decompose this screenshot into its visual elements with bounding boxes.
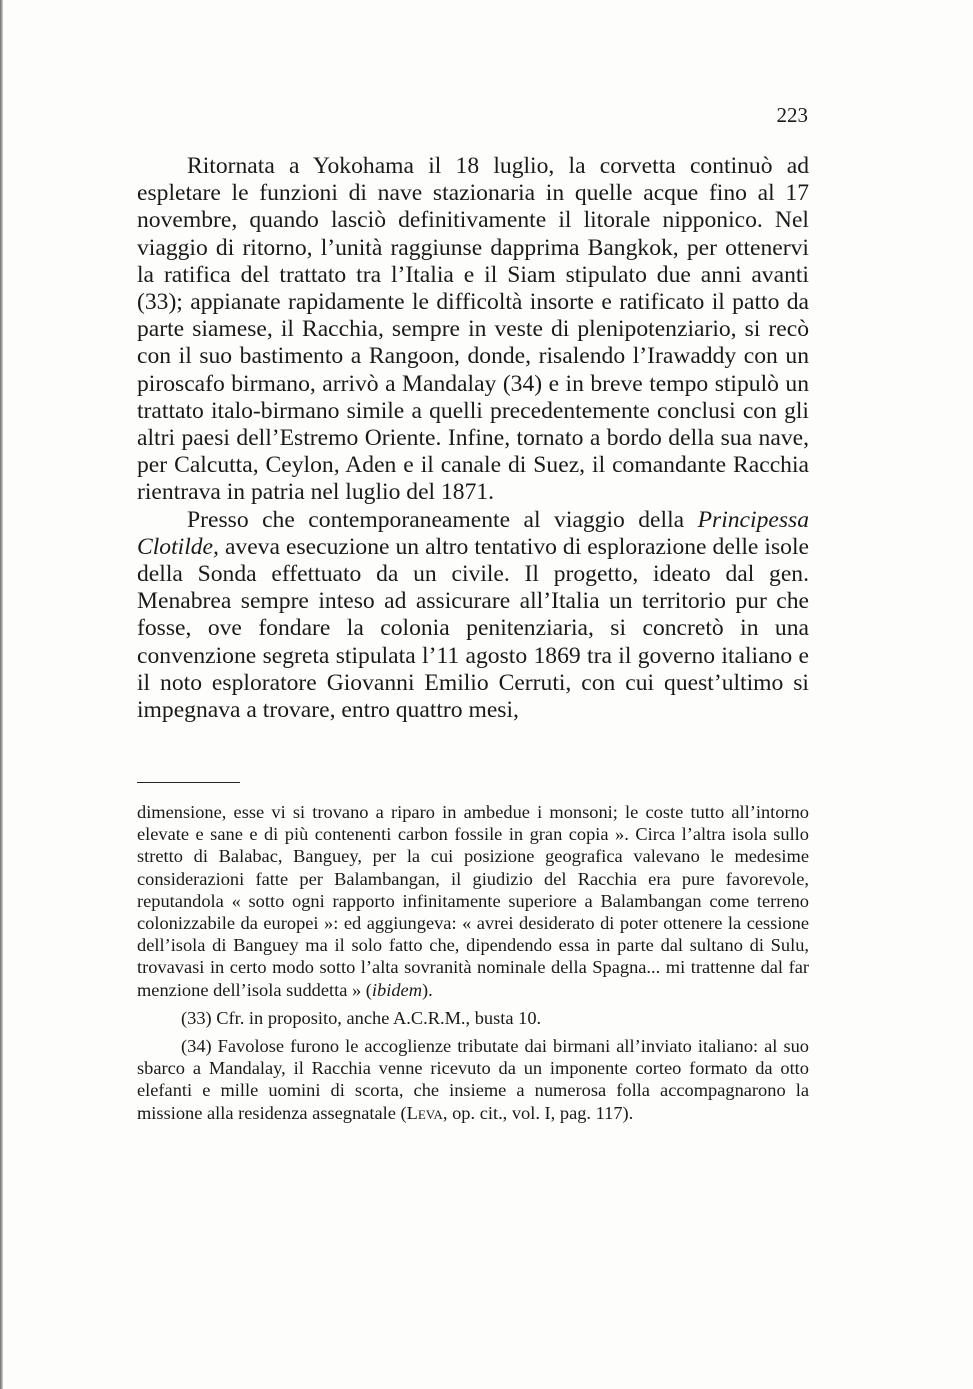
footnote-33: (33) Cfr. in proposito, anche A.C.R.M., busta 10. bbox=[181, 1007, 542, 1028]
binding-edge bbox=[0, 0, 3, 1389]
footnote-continuation-end: ). bbox=[421, 979, 433, 1000]
footnote-continuation bbox=[137, 801, 809, 1001]
page-number: 223 bbox=[776, 103, 808, 127]
paragraph-1: Ritornata a Yokohama il 18 luglio, la corvetta continuò ad espletare le funzioni di nave stazionaria in quelle acque fino al 17 novembre, quando lasciò definitivamente il litorale nipponico. Nel viaggio di ritorno, l’unità raggiunse dapprima Bangkok, per ottenervi la ratifica del trattato tra l’Italia e il Siam stipulato due anni avanti (33); appianate rapidamente le difficoltà insorte e ratificato il patto da parte siamese, il Racchia, sempre in veste di plenipotenziario, si recò con il suo bastimento a Rangoon, donde, risalendo l’Irawaddy con un piroscafo birmano, arrivò a Mandalay (34) e in breve tempo stipulò un trattato italo-birmano simile a quelli precedentemente conclusi con gli altri paesi dell’Estremo Oriente. Infine, tornato a bordo della sua nave, per Calcutta, Ceylon, Aden e il canale di Suez, il comandante Racchia rientrava in patria nel luglio del 1871. bbox=[137, 153, 809, 506]
paragraph-2 bbox=[137, 507, 809, 725]
paragraph-2-text-continued: aveva esecuzione un altro tentativo di esplorazione delle isole della Sonda effettuato da un civile. Il progetto, ideato dal gen. Menabrea sempre inteso ad assicurare all’Italia un territorio pur che fosse, ove fondare la colonia penitenziaria, si concretò in una convenzione segreta stipulata l’11 agosto 1869 tra il governo italiano e il noto esploratore Giovanni Emilio Cerruti, con cui quest’ultimo si impegnava a trovare, entro quattro mesi, bbox=[137, 533, 809, 724]
footnote-separator bbox=[137, 782, 240, 783]
author-smallcaps: Leva bbox=[406, 1102, 443, 1123]
footnote-34-end: , op. cit., vol. I, pag. 117). bbox=[442, 1102, 634, 1123]
footnote-continuation-text: dimensione, esse vi si trovano a riparo in ambedue i monsoni; le coste tutto all’intorno elevate e sane e di più contenenti carbon fossile in gran copia ». Circa l’altra isola sullo stretto di Balabac, Banguey, per la cui posizione geografica valevano le medesime considerazioni fatte per Balambangan, il giudizio del Racchia era pure favorevole, reputandola « sotto ogni rapporto infinitamente superiore a Balambangan come terreno colonizzabile da europei »: ed aggiungeva: « avrei desiderato di poter ottenere la cessione dell’isola di Banguey ma il solo fatto che, dipendendo essa in parte dal sultano di Sulu, trovavasi in certo modo sotto l’alta sovranità nominale della Spagna... mi trattenne dal far menzione dell’isola suddetta » ( bbox=[137, 802, 809, 1000]
ibidem-italic: ibidem bbox=[371, 979, 422, 1000]
footnotes bbox=[137, 801, 809, 1124]
ship-name-italic: Principessa Clotilde, bbox=[137, 506, 809, 560]
main-text bbox=[137, 153, 809, 724]
footnote-34 bbox=[137, 1035, 809, 1124]
footnote-34-text: (34) Favolose furono le accoglienze tributate dai birmani all’inviato italiano: al suo sbarco a Mandalay, il Racchia venne ricevuto da un imponente corteo formato da otto elefanti e mille uomini di scorta, che insieme a numerosa folla accompagnarono la missione alla residenza assegnatale ( bbox=[137, 1036, 809, 1123]
paragraph-2-text: Presso che contemporaneamente al viaggio della bbox=[187, 506, 698, 533]
